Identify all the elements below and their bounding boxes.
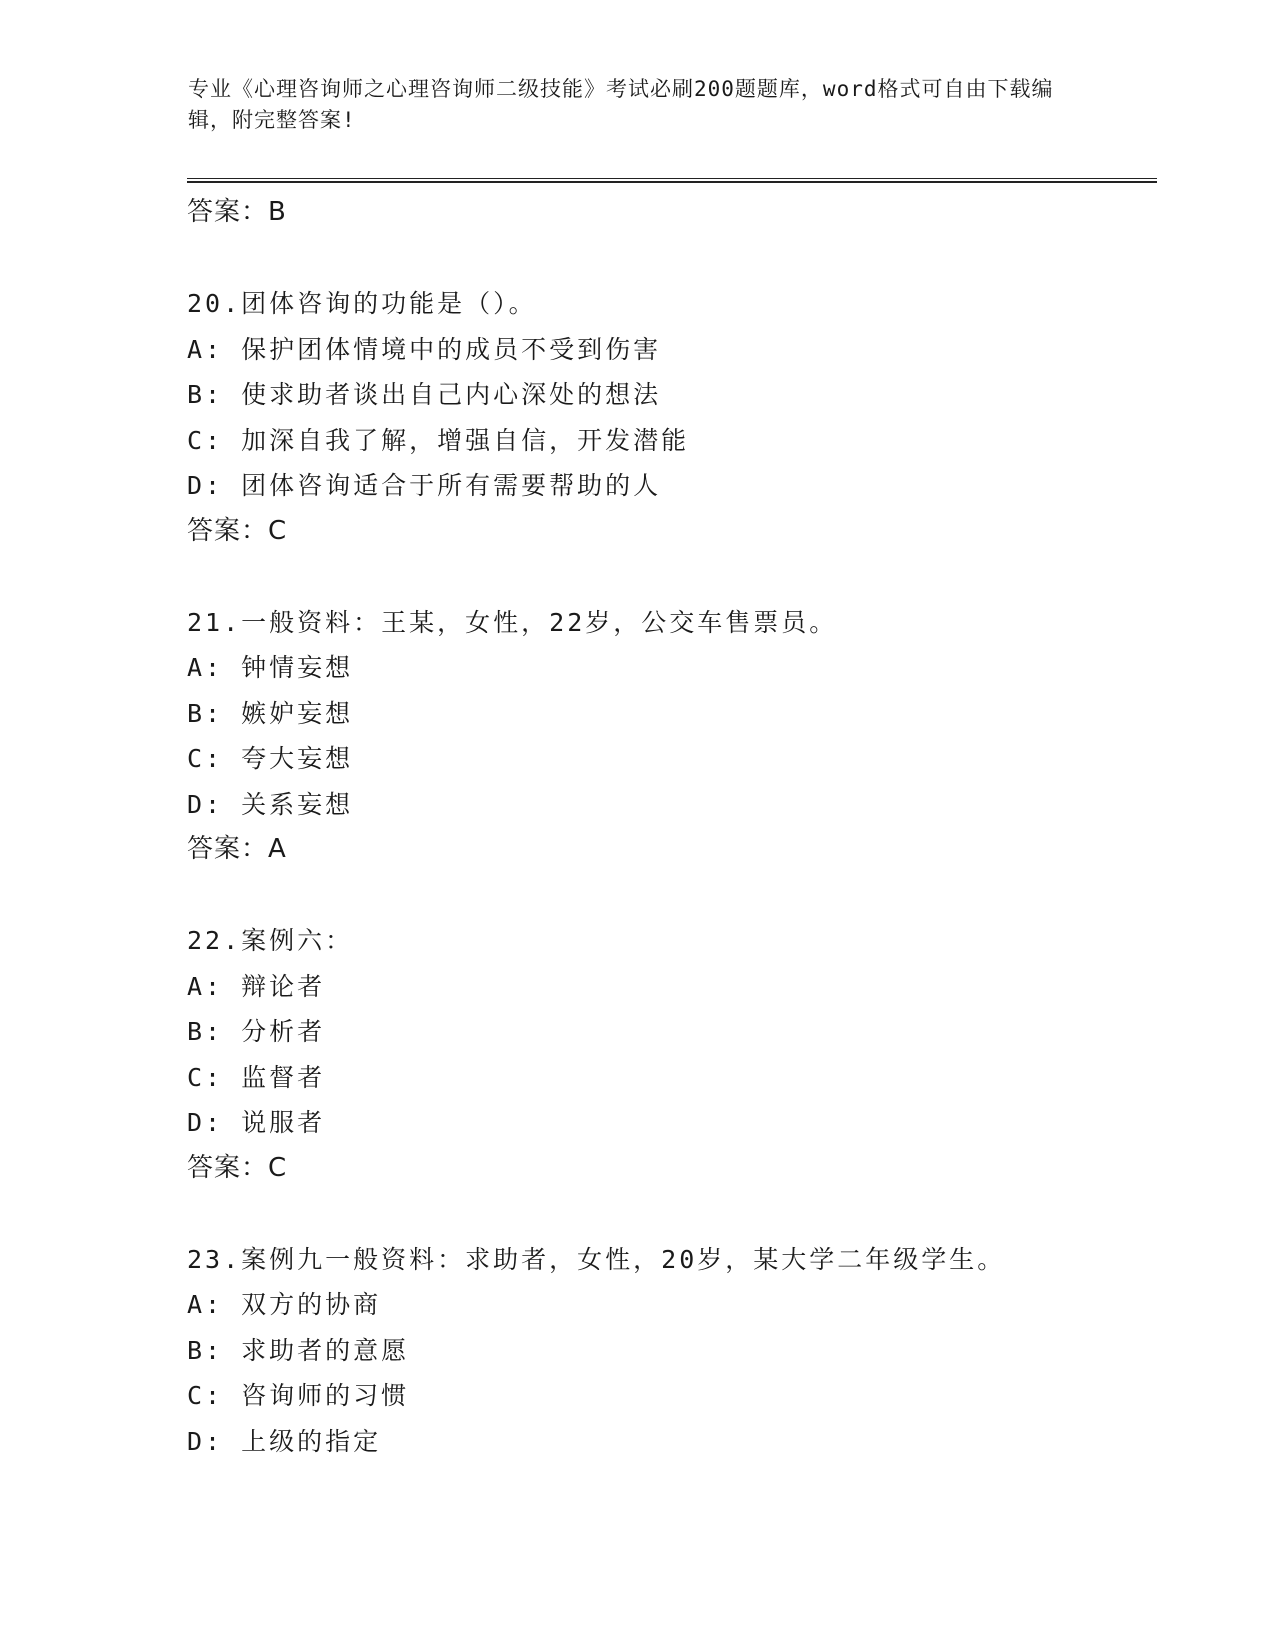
option-b: B: 嫉妒妄想 — [187, 698, 354, 728]
option-b: B: 求助者的意愿 — [187, 1335, 410, 1365]
question-stem: 21.一般资料：王某，女性，22岁，公交车售票员。 — [187, 607, 838, 637]
option-c: C: 加深自我了解，增强自信，开发潜能 — [187, 425, 690, 455]
question-stem: 20.团体咨询的功能是（）。 — [187, 289, 537, 318]
answer-line: 答案：C — [187, 515, 288, 546]
option-b: B: 分析者 — [187, 1017, 326, 1046]
question-block — [187, 281, 1157, 554]
question-list — [187, 190, 1157, 1464]
question-block — [187, 1237, 1157, 1465]
question-stem: 22.案例六： — [187, 926, 354, 955]
answer-line: 答案：C — [187, 1152, 288, 1183]
option-a: A: 辩论者 — [187, 971, 326, 1001]
option-c: C: 夸大妄想 — [187, 744, 354, 773]
question-block — [187, 600, 1157, 873]
spacer — [187, 236, 1157, 282]
spacer — [187, 873, 1157, 919]
spacer — [187, 554, 1157, 600]
option-a: A: 保护团体情境中的成员不受到伤害 — [187, 334, 662, 364]
document-header: 专业《心理咨询师之心理咨询师二级技能》考试必刷200题题库，word格式可自由下载编辑，附完整答案! — [188, 77, 1054, 132]
option-c: C: 咨询师的习惯 — [187, 1381, 410, 1410]
option-a: A: 双方的协商 — [187, 1290, 382, 1319]
option-d: D: 上级的指定 — [187, 1426, 382, 1456]
option-d: D: 团体咨询适合于所有需要帮助的人 — [187, 471, 662, 500]
option-d: D: 说服者 — [187, 1108, 326, 1137]
question-stem: 23.案例九一般资料：求助者，女性，20岁，某大学二年级学生。 — [187, 1244, 1006, 1274]
header-divider — [187, 178, 1157, 183]
answer-line: 答案：A — [187, 834, 287, 864]
option-a: A: 钟情妄想 — [187, 653, 354, 682]
option-b: B: 使求助者谈出自己内心深处的想法 — [187, 380, 662, 409]
answer-line: 答案：B — [187, 197, 287, 227]
question-block — [187, 918, 1157, 1191]
spacer — [187, 1191, 1157, 1237]
option-d: D: 关系妄想 — [187, 789, 354, 819]
option-c: C: 监督者 — [187, 1062, 326, 1092]
